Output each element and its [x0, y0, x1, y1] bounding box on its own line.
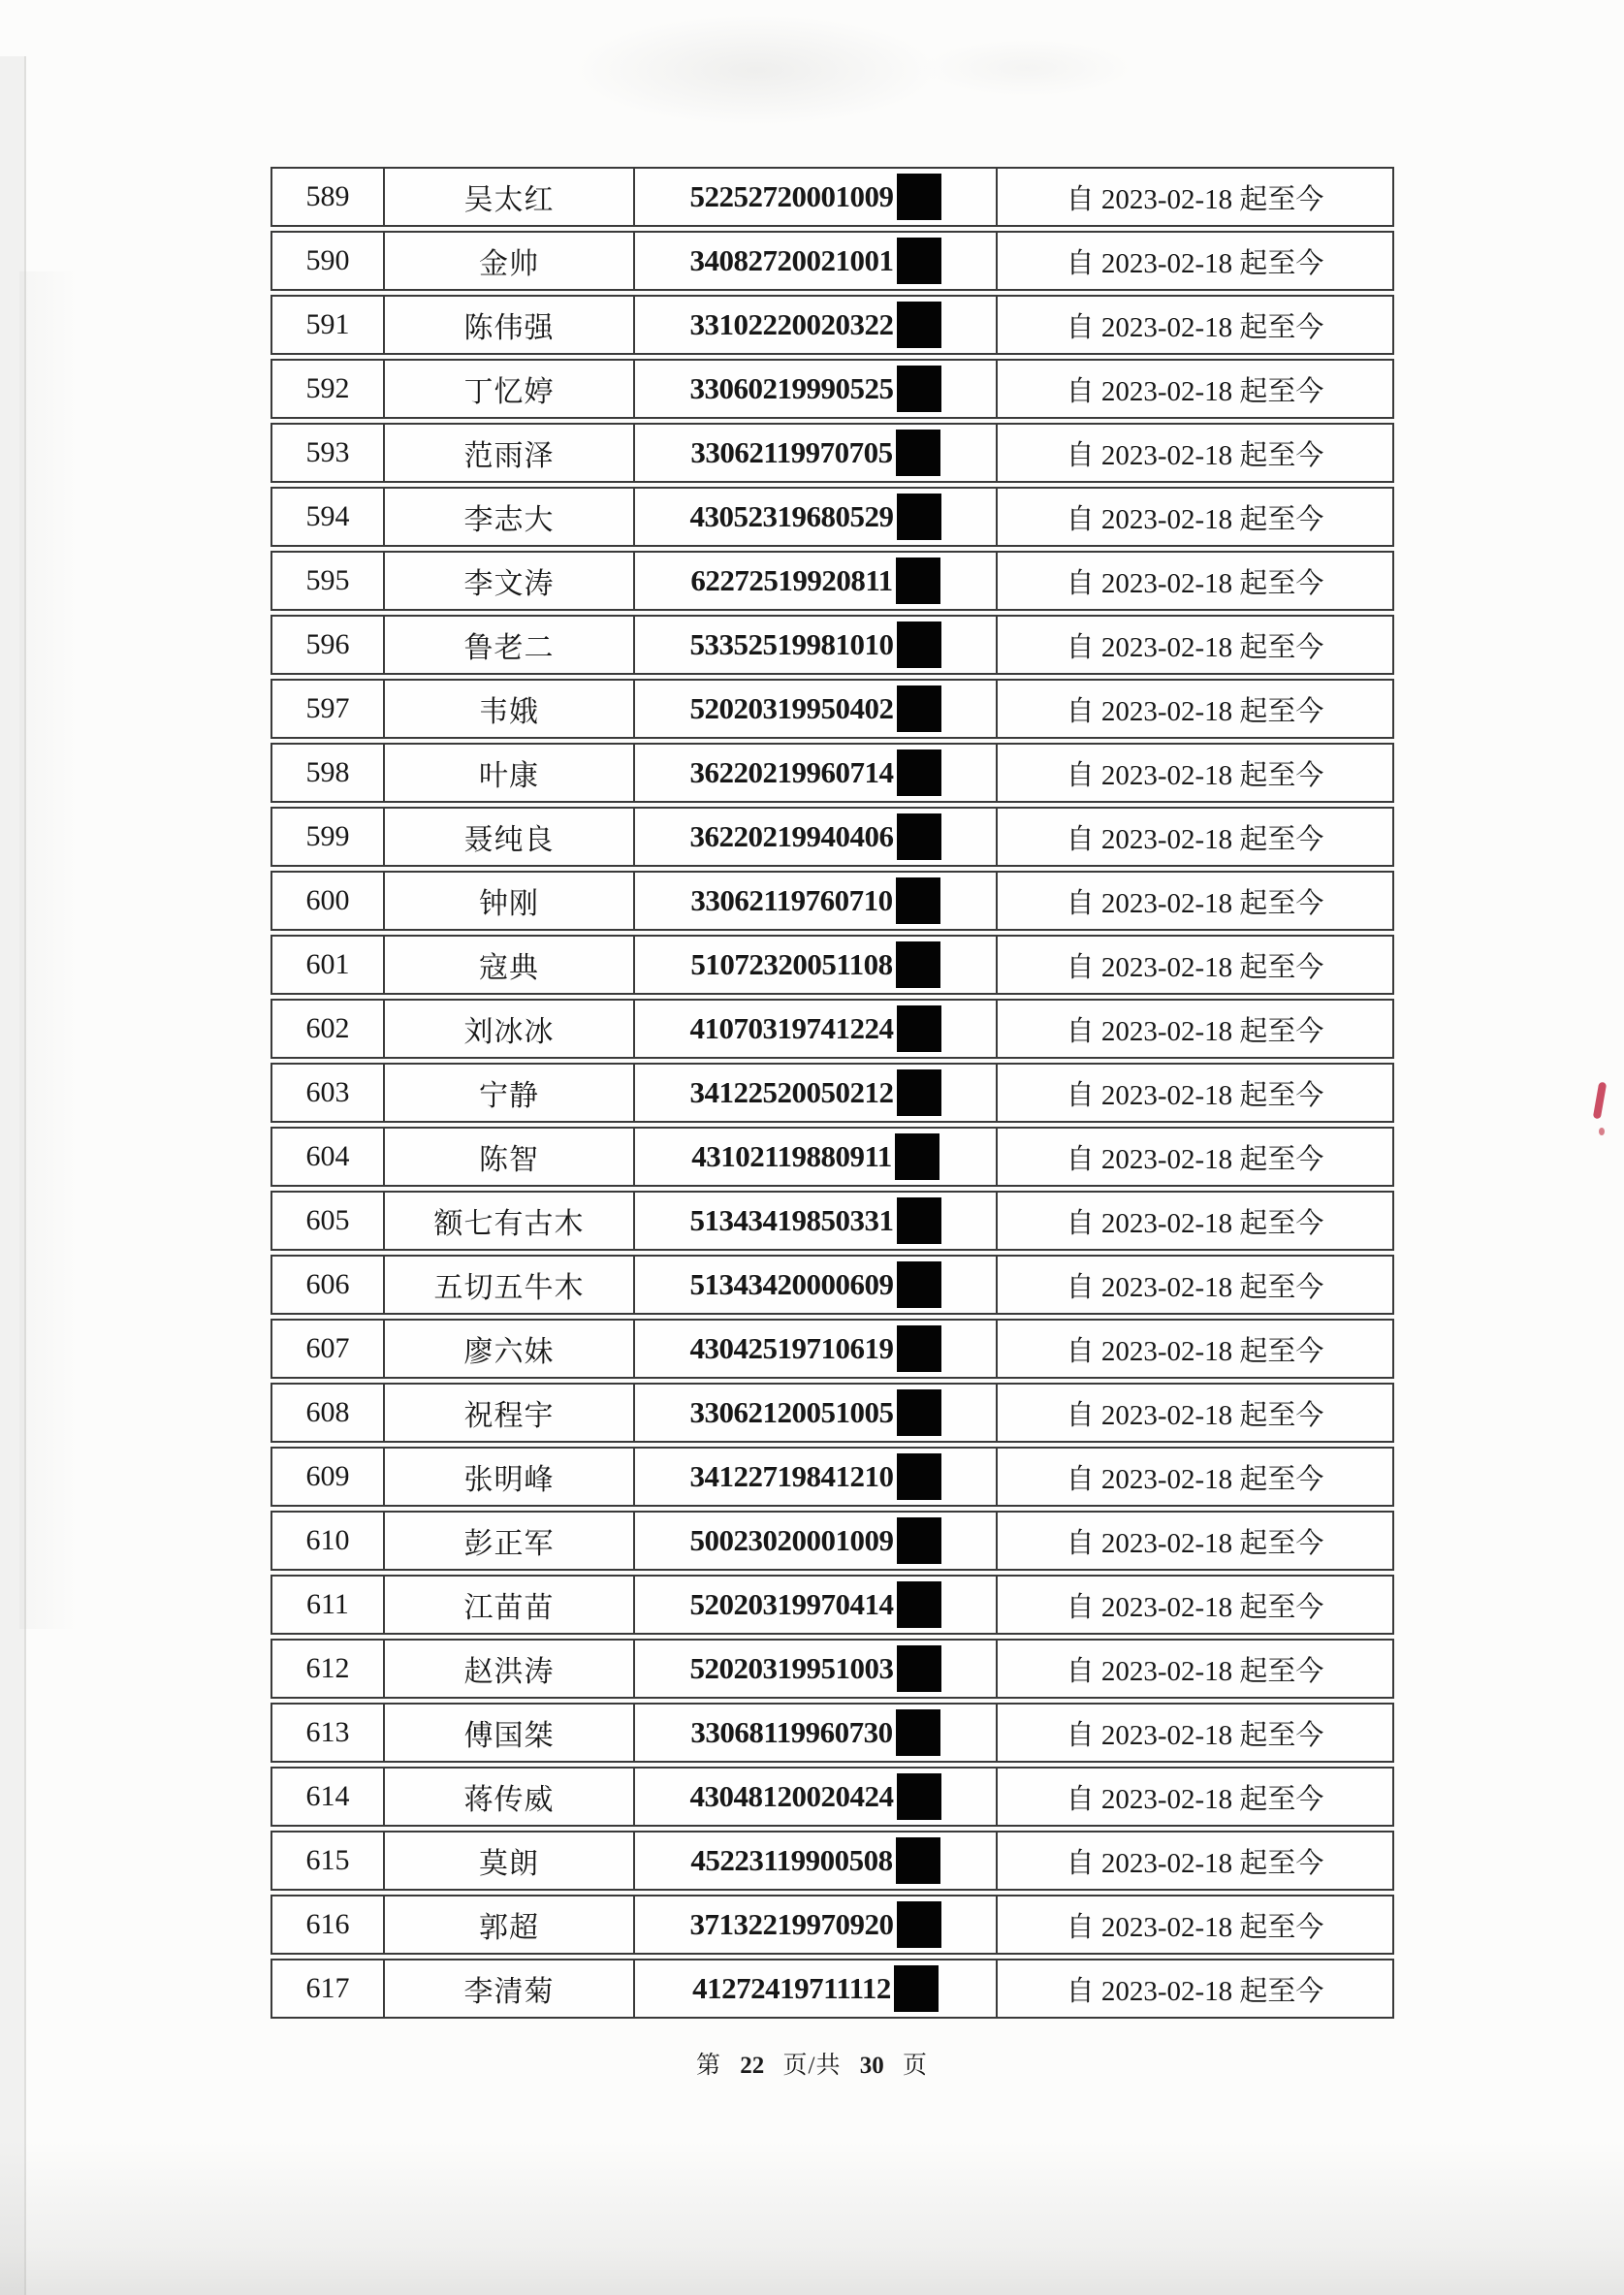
redaction-box — [897, 302, 941, 348]
table-body — [271, 167, 1394, 2019]
person-name: 聂纯良 — [385, 809, 635, 865]
row-index: 605 — [272, 1193, 385, 1249]
id-number-text: 34122520050212 — [689, 1075, 894, 1109]
id-number-cell — [635, 1833, 998, 1889]
table-row — [271, 1319, 1394, 1379]
scan-smudge — [572, 15, 940, 126]
person-name: 李文涛 — [385, 553, 635, 609]
person-name: 蒋传威 — [385, 1769, 635, 1825]
validity-period: 自 2023-02-18 起至今 — [1066, 311, 1324, 343]
validity-period: 自 2023-02-18 起至今 — [1066, 1015, 1324, 1047]
table-row — [271, 231, 1394, 291]
id-number-text: 33060219990525 — [689, 371, 894, 405]
id-number-text: 33068119960730 — [690, 1715, 893, 1749]
redaction-box — [897, 1581, 941, 1628]
row-index: 611 — [272, 1577, 385, 1633]
table-row — [271, 1703, 1394, 1763]
person-name: 陈智 — [385, 1129, 635, 1185]
redaction-box — [897, 1197, 941, 1244]
validity-period: 自 2023-02-18 起至今 — [1066, 1079, 1324, 1111]
person-name: 陈伟强 — [385, 297, 635, 353]
row-index: 603 — [272, 1065, 385, 1121]
table-row — [271, 1127, 1394, 1187]
validity-period: 自 2023-02-18 起至今 — [1066, 1143, 1324, 1175]
row-index: 593 — [272, 425, 385, 481]
id-number-text: 43052319680529 — [689, 499, 894, 533]
id-number-cell — [635, 553, 998, 609]
footer-current-page: 22 — [740, 2053, 765, 2079]
person-name: 莫朗 — [385, 1833, 635, 1889]
id-number-cell — [635, 233, 998, 289]
table-row — [271, 1831, 1394, 1891]
redaction-box — [897, 685, 941, 732]
row-index: 592 — [272, 361, 385, 417]
table-row — [271, 807, 1394, 867]
validity-period: 自 2023-02-18 起至今 — [1066, 1847, 1324, 1879]
person-name: 五切五牛木 — [385, 1257, 635, 1313]
id-number-cell — [635, 1513, 998, 1569]
table-row — [271, 1383, 1394, 1443]
person-name: 韦娥 — [385, 681, 635, 737]
redaction-box — [897, 1773, 941, 1820]
redaction-box — [896, 1837, 940, 1884]
table-row — [271, 1191, 1394, 1251]
id-number-text: 33102220020322 — [689, 307, 894, 341]
redaction-box — [897, 1645, 941, 1692]
validity-period: 自 2023-02-18 起至今 — [1066, 1655, 1324, 1687]
table-row — [271, 871, 1394, 931]
row-index: 617 — [272, 1960, 385, 2017]
person-name: 丁忆婷 — [385, 361, 635, 417]
id-number-text: 53352519981010 — [689, 627, 894, 661]
redaction-box — [896, 877, 940, 924]
validity-period: 自 2023-02-18 起至今 — [1066, 631, 1324, 663]
table-row — [271, 1255, 1394, 1315]
validity-period: 自 2023-02-18 起至今 — [1066, 183, 1324, 215]
row-index: 599 — [272, 809, 385, 865]
person-name: 廖六妹 — [385, 1321, 635, 1377]
scan-smudge — [19, 271, 78, 1629]
validity-period: 自 2023-02-18 起至今 — [1066, 1463, 1324, 1495]
validity-period: 自 2023-02-18 起至今 — [1066, 1335, 1324, 1367]
table-row — [271, 935, 1394, 995]
id-number-cell — [635, 1385, 998, 1441]
id-number-text: 43048120020424 — [689, 1779, 894, 1813]
red-ink-mark — [1599, 1128, 1605, 1135]
validity-period: 自 2023-02-18 起至今 — [1066, 1783, 1324, 1815]
validity-period: 自 2023-02-18 起至今 — [1066, 375, 1324, 407]
table-row — [271, 615, 1394, 675]
validity-period: 自 2023-02-18 起至今 — [1066, 1399, 1324, 1431]
id-number-text: 43042519710619 — [689, 1331, 894, 1365]
validity-period: 自 2023-02-18 起至今 — [1066, 1975, 1324, 2007]
table-row — [271, 423, 1394, 483]
person-name: 范雨泽 — [385, 425, 635, 481]
id-number-text: 62272519920811 — [690, 563, 893, 597]
row-index: 609 — [272, 1449, 385, 1505]
redaction-box — [895, 1133, 939, 1180]
redaction-box — [897, 622, 941, 668]
id-number-cell — [635, 1065, 998, 1121]
redaction-box — [897, 1901, 941, 1948]
footer-suffix: 页 — [902, 2053, 928, 2079]
id-number-text: 33062120051005 — [689, 1395, 894, 1429]
row-index: 615 — [272, 1833, 385, 1889]
row-index: 600 — [272, 873, 385, 929]
validity-period: 自 2023-02-18 起至今 — [1066, 695, 1324, 727]
row-index: 616 — [272, 1897, 385, 1953]
id-number-cell — [635, 1129, 998, 1185]
id-number-text: 51343419850331 — [689, 1203, 894, 1237]
table-row — [271, 359, 1394, 419]
id-number-cell — [635, 873, 998, 929]
id-number-cell — [635, 809, 998, 865]
id-number-cell — [635, 1001, 998, 1057]
person-name: 额七有古木 — [385, 1193, 635, 1249]
footer-prefix: 第 — [696, 2053, 722, 2079]
row-index: 594 — [272, 489, 385, 545]
id-number-cell — [635, 297, 998, 353]
id-number-text: 41070319741224 — [689, 1011, 894, 1045]
validity-period: 自 2023-02-18 起至今 — [1066, 1719, 1324, 1751]
person-name: 金帅 — [385, 233, 635, 289]
validity-period: 自 2023-02-18 起至今 — [1066, 567, 1324, 599]
table-row — [271, 1639, 1394, 1699]
id-number-cell — [635, 1897, 998, 1953]
id-number-cell — [635, 1769, 998, 1825]
row-index: 607 — [272, 1321, 385, 1377]
person-name: 刘冰冰 — [385, 1001, 635, 1057]
table-row — [271, 1959, 1394, 2019]
id-number-text: 33062119970705 — [690, 435, 893, 469]
redaction-box — [897, 174, 941, 220]
id-number-cell — [635, 489, 998, 545]
validity-period: 自 2023-02-18 起至今 — [1066, 1271, 1324, 1303]
table-row — [271, 1575, 1394, 1635]
id-number-text: 45223119900508 — [690, 1843, 893, 1877]
redaction-box — [897, 749, 941, 796]
row-index: 601 — [272, 937, 385, 993]
table-row — [271, 551, 1394, 611]
id-number-cell — [635, 1960, 998, 2017]
scan-smudge — [0, 2140, 1624, 2295]
id-number-text: 52020319950402 — [689, 691, 894, 725]
row-index: 608 — [272, 1385, 385, 1441]
redaction-box — [897, 1325, 941, 1372]
id-number-text: 41272419711112 — [692, 1971, 891, 2005]
validity-period: 自 2023-02-18 起至今 — [1066, 951, 1324, 983]
redaction-box — [897, 238, 941, 284]
red-ink-mark — [1593, 1082, 1607, 1120]
id-number-cell — [635, 1705, 998, 1761]
scan-smudge — [921, 39, 1134, 97]
table-row — [271, 1447, 1394, 1507]
row-index: 598 — [272, 745, 385, 801]
person-name: 钟刚 — [385, 873, 635, 929]
id-number-cell — [635, 745, 998, 801]
table-row — [271, 743, 1394, 803]
id-number-cell — [635, 1321, 998, 1377]
validity-period: 自 2023-02-18 起至今 — [1066, 1911, 1324, 1943]
validity-period: 自 2023-02-18 起至今 — [1066, 247, 1324, 279]
redaction-box — [897, 494, 941, 540]
id-number-text: 43102119880911 — [691, 1139, 892, 1173]
row-index: 606 — [272, 1257, 385, 1313]
validity-period: 自 2023-02-18 起至今 — [1066, 759, 1324, 791]
id-number-cell — [635, 1577, 998, 1633]
row-index: 590 — [272, 233, 385, 289]
person-name: 赵洪涛 — [385, 1641, 635, 1697]
person-name: 李清菊 — [385, 1960, 635, 2017]
row-index: 614 — [272, 1769, 385, 1825]
id-number-cell — [635, 425, 998, 481]
redaction-box — [897, 1069, 941, 1116]
redaction-box — [897, 1005, 941, 1052]
id-number-cell — [635, 617, 998, 673]
id-number-cell — [635, 1641, 998, 1697]
row-index: 610 — [272, 1513, 385, 1569]
table-row — [271, 1511, 1394, 1571]
validity-period: 自 2023-02-18 起至今 — [1066, 1527, 1324, 1559]
redaction-box — [897, 1261, 941, 1308]
id-number-cell — [635, 681, 998, 737]
id-number-cell — [635, 361, 998, 417]
redaction-box — [897, 1389, 941, 1436]
id-number-text: 50023020001009 — [689, 1523, 894, 1557]
row-index: 613 — [272, 1705, 385, 1761]
id-number-text: 52020319951003 — [689, 1651, 894, 1685]
table-row — [271, 1063, 1394, 1123]
page-footer — [0, 2046, 1624, 2081]
row-index: 597 — [272, 681, 385, 737]
id-number-text: 37132219970920 — [689, 1907, 894, 1941]
table-row — [271, 1895, 1394, 1955]
person-name: 张明峰 — [385, 1449, 635, 1505]
redaction-box — [897, 1517, 941, 1564]
id-number-text: 51072320051108 — [690, 947, 893, 981]
validity-period: 自 2023-02-18 起至今 — [1066, 823, 1324, 855]
id-number-text: 34122719841210 — [689, 1459, 894, 1493]
row-index: 589 — [272, 169, 385, 225]
footer-middle: 页/共 — [782, 2053, 842, 2079]
id-number-cell — [635, 1193, 998, 1249]
table-row — [271, 1767, 1394, 1827]
person-name: 傅国桀 — [385, 1705, 635, 1761]
redaction-box — [896, 1709, 940, 1756]
id-number-cell — [635, 169, 998, 225]
redaction-box — [896, 558, 940, 604]
person-name: 寇典 — [385, 937, 635, 993]
person-name: 鲁老二 — [385, 617, 635, 673]
person-name: 叶康 — [385, 745, 635, 801]
redaction-box — [897, 1453, 941, 1500]
person-name: 吴太红 — [385, 169, 635, 225]
person-name: 郭超 — [385, 1897, 635, 1953]
person-name: 宁静 — [385, 1065, 635, 1121]
row-index: 596 — [272, 617, 385, 673]
person-name: 彭正军 — [385, 1513, 635, 1569]
redaction-box — [896, 430, 940, 476]
person-name: 李志大 — [385, 489, 635, 545]
validity-period: 自 2023-02-18 起至今 — [1066, 887, 1324, 919]
person-name: 江苗苗 — [385, 1577, 635, 1633]
validity-period: 自 2023-02-18 起至今 — [1066, 1207, 1324, 1239]
table-row — [271, 679, 1394, 739]
id-number-text: 33062119760710 — [690, 883, 893, 917]
id-number-text: 52252720001009 — [689, 179, 894, 213]
validity-period: 自 2023-02-18 起至今 — [1066, 503, 1324, 535]
validity-period: 自 2023-02-18 起至今 — [1066, 439, 1324, 471]
validity-period: 自 2023-02-18 起至今 — [1066, 1591, 1324, 1623]
id-number-cell — [635, 1257, 998, 1313]
id-number-text: 36220219960714 — [689, 755, 894, 789]
table-row — [271, 487, 1394, 547]
row-index: 612 — [272, 1641, 385, 1697]
table-row — [271, 999, 1394, 1059]
table-row — [271, 295, 1394, 355]
row-index: 602 — [272, 1001, 385, 1057]
row-index: 591 — [272, 297, 385, 353]
table-row — [271, 167, 1394, 227]
person-name: 祝程宇 — [385, 1385, 635, 1441]
id-number-text: 51343420000609 — [689, 1267, 894, 1301]
id-number-cell — [635, 937, 998, 993]
redaction-box — [894, 1965, 939, 2012]
redaction-box — [896, 941, 940, 988]
redaction-box — [897, 366, 941, 412]
id-number-cell — [635, 1449, 998, 1505]
row-index: 604 — [272, 1129, 385, 1185]
footer-total-pages: 30 — [859, 2053, 884, 2079]
redaction-box — [897, 813, 941, 860]
id-number-text: 36220219940406 — [689, 819, 894, 853]
id-number-text: 34082720021001 — [689, 243, 894, 277]
row-index: 595 — [272, 553, 385, 609]
id-number-text: 52020319970414 — [689, 1587, 894, 1621]
person-table — [271, 167, 1394, 2019]
